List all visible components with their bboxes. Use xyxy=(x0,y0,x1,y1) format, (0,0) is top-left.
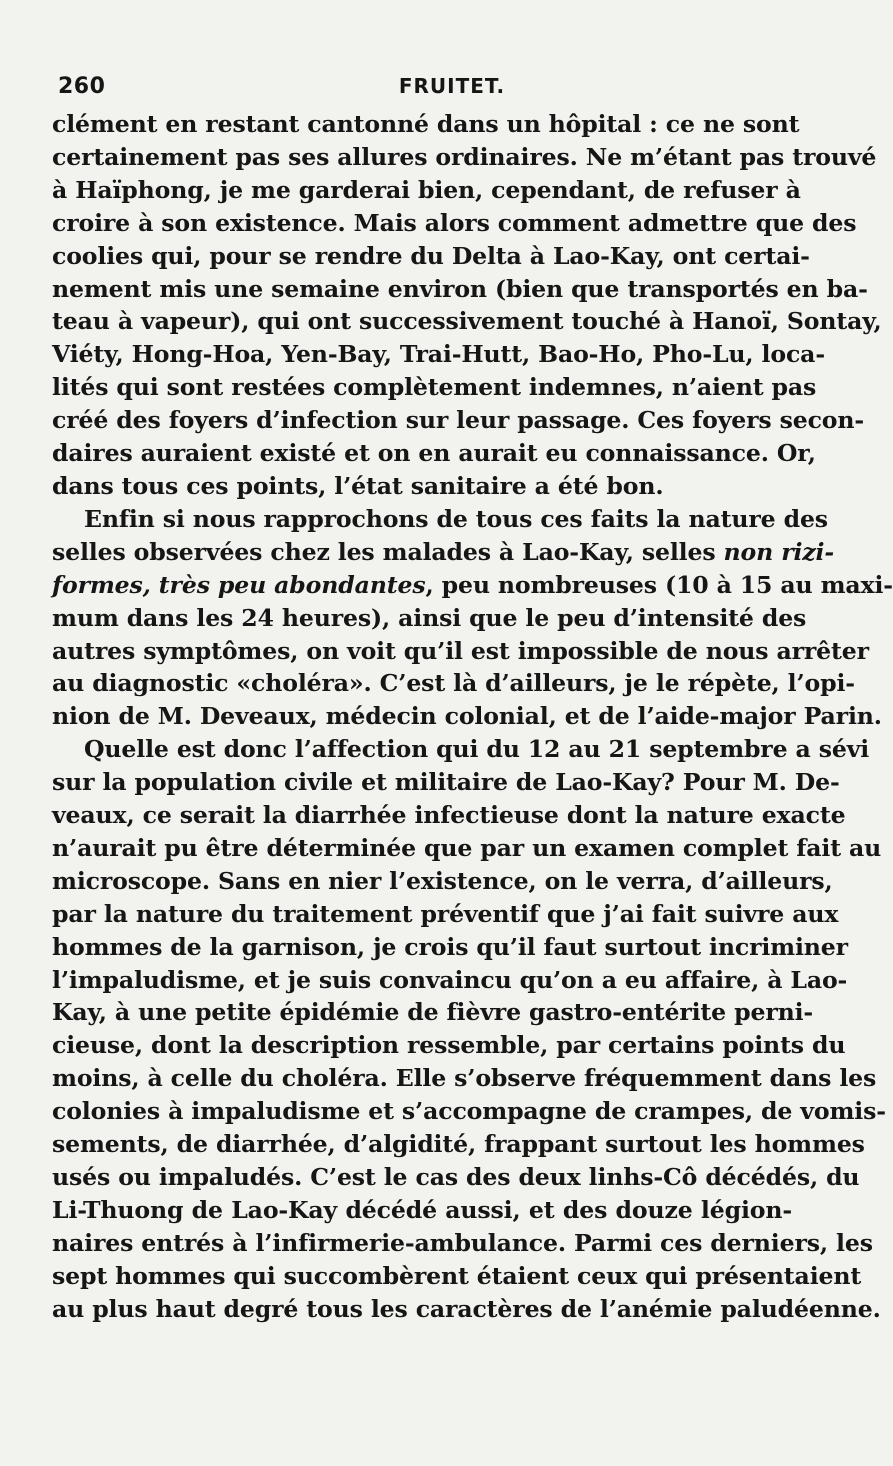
running-title: FRUITET. xyxy=(398,74,506,98)
text-fragment: , peu nombreuses (10 à 15 au maxi- xyxy=(425,570,893,599)
text-line: croire à son existence. Mais alors comment admettre que des xyxy=(52,208,857,237)
text-line: teau à vapeur), qui ont successivement touché à Hanoï, Sontay, xyxy=(52,307,882,336)
text-line: sur la population civile et militaire de Lao-Kay? Pour M. De- xyxy=(52,768,840,797)
text-line: sements, de diarrhée, d’algidité, frappant surtout les hommes xyxy=(52,1130,865,1159)
text-line: créé des foyers d’infection sur leur passage. Ces foyers secon- xyxy=(52,406,865,435)
text-line-mixed xyxy=(52,569,893,602)
text-line: autres symptômes, on voit qu’il est impossible de nous arrêter xyxy=(52,636,869,665)
page-number: 260 xyxy=(58,74,106,99)
text-line: l’impaludisme, et je suis convaincu qu’on a eu affaire, à Lao- xyxy=(52,965,848,994)
text-line: mum dans les 24 heures), ainsi que le peu d’intensité des xyxy=(52,603,807,632)
text-line: au diagnostic «choléra». C’est là d’ailleurs, je le répète, l’opi- xyxy=(52,669,855,698)
text-line: lités qui sont restées complètement indemnes, n’aient pas xyxy=(52,373,817,402)
running-head xyxy=(52,70,792,106)
text-line: clément en restant cantonné dans un hôpital : ce ne sont xyxy=(52,110,800,138)
text-line: daires auraient existé et on en aurait eu connaissance. Or, xyxy=(52,439,816,468)
text-line: naires entrés à l’infirmerie-ambulance. Parmi ces derniers, les xyxy=(52,1228,873,1257)
text-line: à Haïphong, je me garderai bien, cependant, de refuser à xyxy=(52,175,801,204)
text-line: nion de M. Deveaux, médecin colonial, et de l’aide-major Parin. xyxy=(52,702,882,731)
text-line: hommes de la garnison, je crois qu’il faut surtout incriminer xyxy=(52,932,848,961)
text-line-mixed xyxy=(52,536,835,569)
text-line: dans tous ces points, l’état sanitaire a été bon. xyxy=(52,471,664,500)
text-line: par la nature du traitement préventif que j’ai fait suivre aux xyxy=(52,899,839,928)
text-line: Viéty, Hong-Hoa, Yen-Bay, Trai-Hutt, Bao-Ho, Pho-Lu, loca- xyxy=(52,340,825,369)
text-fragment: selles observées chez les malades à Lao-Kay, selles xyxy=(52,537,724,566)
text-line: n’aurait pu être déterminée que par un examen complet fait au xyxy=(52,833,882,862)
italic-fragment: formes, très peu abondantes xyxy=(52,570,426,599)
text-line: au plus haut degré tous les caractères de l’anémie paludéenne. xyxy=(52,1294,881,1323)
text-line: Li-Thuong de Lao-Kay décédé aussi, et des douze légion- xyxy=(52,1195,792,1224)
text-line: Quelle est donc l’affection qui du 12 au 21 septembre a sévi xyxy=(84,735,870,764)
text-line: microscope. Sans en nier l’existence, on le verra, d’ailleurs, xyxy=(52,866,833,895)
body-text xyxy=(52,108,893,1326)
text-line: Enfin si nous rapprochons de tous ces faits la nature des xyxy=(84,504,828,533)
text-line: sept hommes qui succombèrent étaient ceux qui présentaient xyxy=(52,1261,862,1290)
text-line: colonies à impaludisme et s’accompagne de crampes, de vomis- xyxy=(52,1097,886,1126)
text-line: nement mis une semaine environ (bien que transportés en ba- xyxy=(52,274,868,303)
text-line: certainement pas ses allures ordinaires. Ne m’étant pas trouvé xyxy=(52,142,877,171)
text-line: veaux, ce serait la diarrhée infectieuse dont la nature exacte xyxy=(52,801,846,830)
text-line: Kay, à une petite épidémie de fièvre gastro-entérite perni- xyxy=(52,998,814,1027)
book-page xyxy=(52,70,893,1326)
text-line: moins, à celle du choléra. Elle s’observe fréquemment dans les xyxy=(52,1064,877,1093)
text-line: cieuse, dont la description ressemble, par certains points du xyxy=(52,1031,846,1060)
italic-fragment: non rizi- xyxy=(723,537,835,566)
text-line: coolies qui, pour se rendre du Delta à Lao-Kay, ont certai- xyxy=(52,241,810,270)
text-line: usés ou impaludés. C’est le cas des deux linhs-Cô décédés, du xyxy=(52,1163,860,1191)
